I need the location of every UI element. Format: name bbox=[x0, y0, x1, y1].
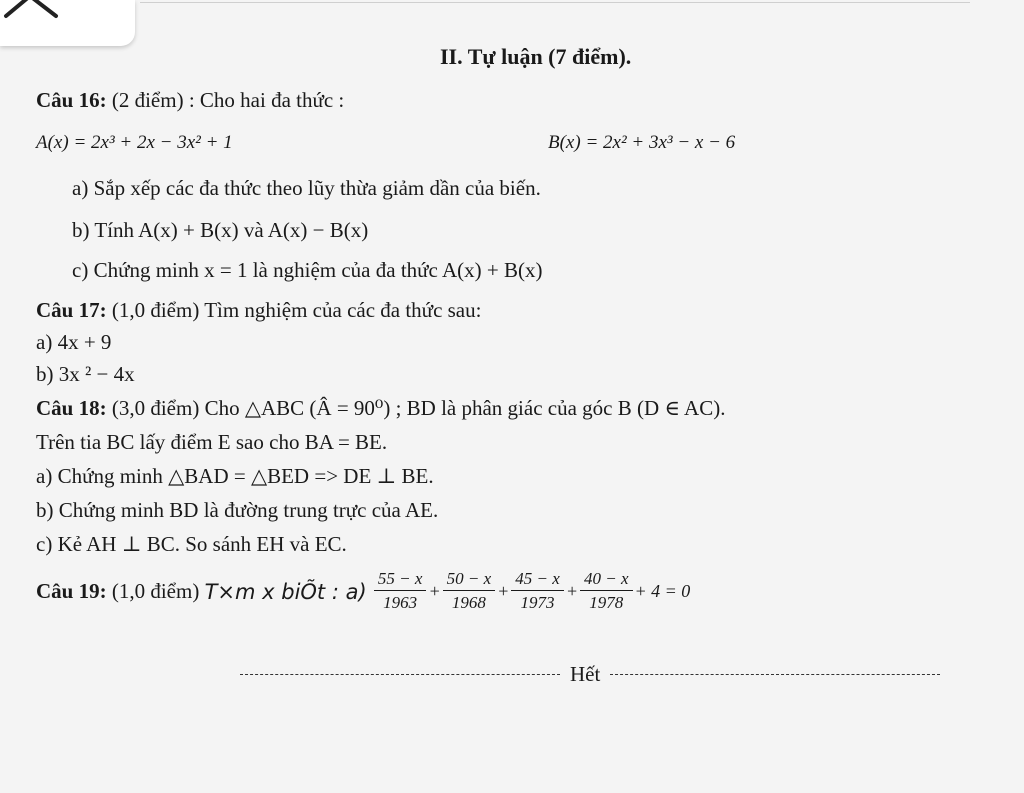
chevron-up-icon bbox=[0, 0, 135, 46]
q19-garbled-text: T×m x biÕt : a) bbox=[204, 579, 367, 604]
fraction-2: $\frac{50 - x}{1968}$ bbox=[443, 568, 496, 615]
q18-part-c: c) Kẻ AH ⊥ BC. So sánh EH và EC. bbox=[36, 532, 347, 556]
q18-heading bbox=[36, 396, 725, 421]
q17-intro: (1,0 điểm) Tìm nghiệm của các đa thức sau: bbox=[111, 298, 482, 322]
end-dash-right bbox=[610, 674, 940, 675]
q18-line2: Trên tia BC lấy điểm E sao cho BA = BE. bbox=[36, 430, 388, 454]
q18-intro: (3,0 điểm) Cho △ABC (Â = 90⁰) ; BD là phân giác của góc B (D ∈ AC). bbox=[111, 396, 726, 420]
q16-part-c: c) Chứng minh x = 1 là nghiệm của đa thức A(x) + B(x) bbox=[72, 258, 543, 282]
q16-heading bbox=[36, 88, 344, 113]
end-line bbox=[240, 662, 940, 687]
q17-label: Câu 17: bbox=[36, 298, 107, 322]
q19-tail: + 4 = 0 bbox=[634, 581, 691, 601]
back-button[interactable] bbox=[0, 0, 135, 46]
q18-part-b: b) Chứng minh BD là đường trung trực của AE. bbox=[36, 498, 439, 522]
q16-label: Câu 16: bbox=[36, 88, 107, 112]
q17-part-a: a) 4x + 9 bbox=[36, 330, 112, 354]
top-divider bbox=[140, 2, 970, 3]
q18-label: Câu 18: bbox=[36, 396, 107, 420]
q17-heading bbox=[36, 298, 481, 323]
q16-part-b: b) Tính A(x) + B(x) và A(x) − B(x) bbox=[72, 218, 369, 242]
q17-part-b: b) 3x ² − 4x bbox=[36, 362, 135, 386]
q19-intro: (1,0 điểm) bbox=[111, 579, 200, 603]
q16-intro: (2 điểm) : Cho hai đa thức : bbox=[111, 88, 345, 112]
end-dash-left bbox=[240, 674, 560, 675]
poly-a: A(x) = 2x³ + 2x − 3x² + 1 bbox=[36, 132, 233, 153]
section-title: II. Tự luận (7 điểm). bbox=[440, 44, 632, 69]
q16-part-a: a) Sắp xếp các đa thức theo lũy thừa giảm dần của biến. bbox=[72, 176, 541, 200]
q19-label: Câu 19: bbox=[36, 579, 107, 603]
q19-row: Câu 19: (1,0 điểm) T×m x biÕt : a) $\frac{55 - x}{1963}$ + $\frac{50 - x}{1968}$ + $\frac{45 - x}{1973}$ + $\frac{40 - x}{1978}$ + 4 = 0 bbox=[36, 568, 690, 615]
fraction-4: $\frac{40 - x}{1978}$ bbox=[580, 568, 633, 615]
end-text: Hết bbox=[570, 662, 601, 686]
q18-part-a: a) Chứng minh △BAD = △BED => DE ⊥ BE. bbox=[36, 464, 434, 488]
fraction-1: $\frac{55 - x}{1963}$ bbox=[374, 568, 427, 615]
poly-b: B(x) = 2x² + 3x³ − x − 6 bbox=[548, 132, 736, 153]
fraction-3: $\frac{45 - x}{1973}$ bbox=[511, 568, 564, 615]
